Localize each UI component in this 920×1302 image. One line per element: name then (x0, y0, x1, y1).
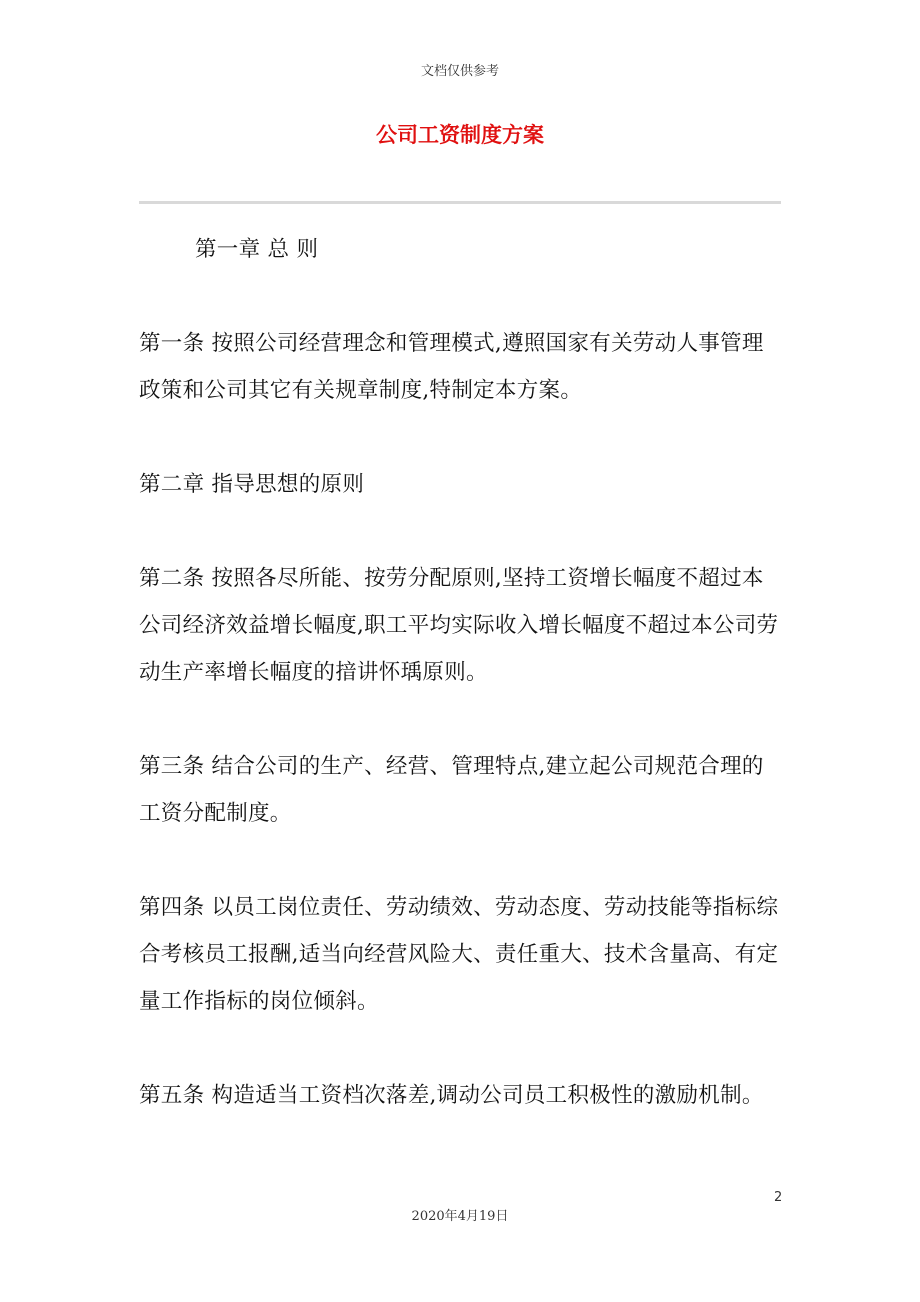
article-5: 第五条 构造适当工资档次落差,调动公司员工积极性的激励机制。 (139, 1083, 764, 1108)
article-4: 第四条 以员工岗位责任、劳动绩效、劳动态度、劳动技能等指标综合考核员工报酬,适当向经营风险大、责任重大、技术含量高、有定量工作指标的岗位倾斜。 (139, 895, 779, 1014)
article-2: 第二条 按照各尽所能、按劳分配原则,坚持工资增长幅度不超过本公司经济效益增长幅度,职工平均实际收入增长幅度不超过本公司劳动生产率增长幅度的揞讲怀瑀原则。 (139, 566, 779, 685)
page-header-notice: 文档仅供参考 (420, 64, 499, 79)
footer-date: 2020年4月19日 (411, 1209, 509, 1224)
document-body (139, 226, 784, 1166)
chapter-2-heading: 第二章 指导思想的原则 (139, 472, 365, 497)
article-1: 第一条 按照公司经营理念和管理模式,遵照国家有关劳动人事管理政策和公司其它有关规章制度,特制定本方案。 (139, 331, 764, 403)
article-3: 第三条 结合公司的生产、经营、管理特点,建立起公司规范合理的工资分配制度。 (139, 754, 764, 826)
page-number: 2 (774, 1190, 783, 1205)
chapter-1-heading: 第一章 总 则 (195, 237, 319, 262)
title-divider (139, 201, 781, 204)
document-title: 公司工资制度方案 (376, 122, 544, 147)
